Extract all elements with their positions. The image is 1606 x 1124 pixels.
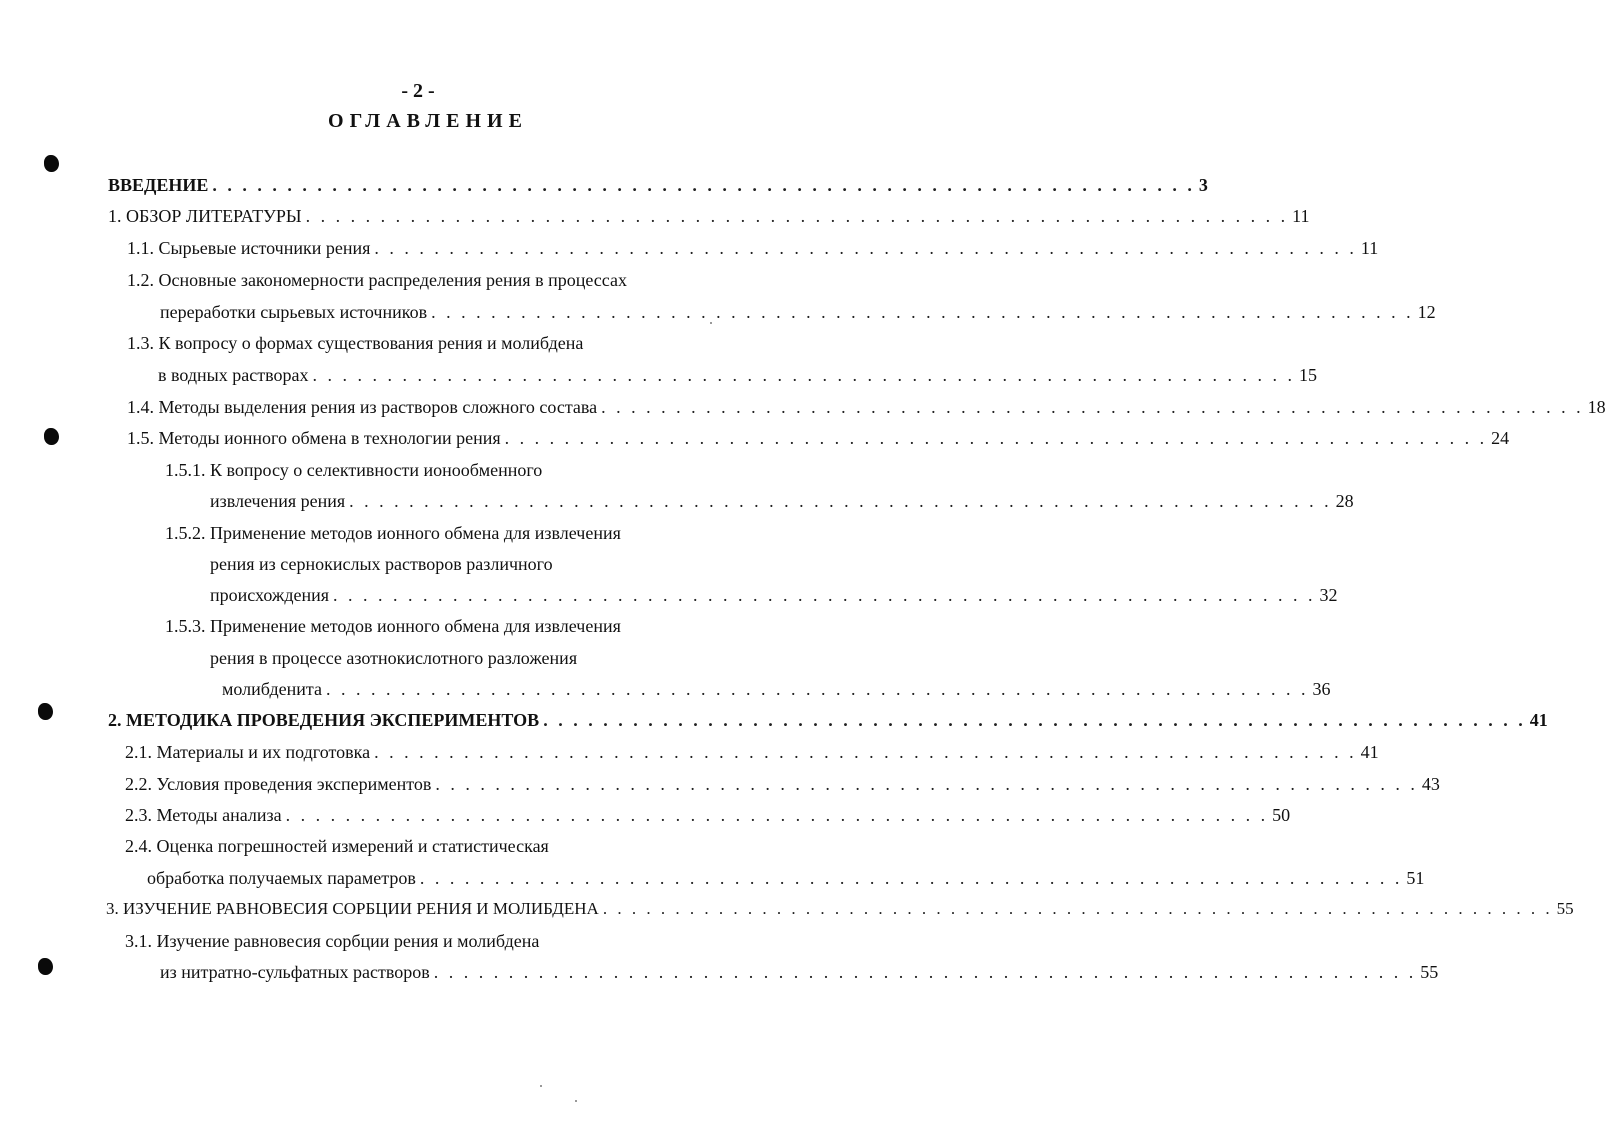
toc-entry-title: переработки сырьевых источников: [160, 302, 428, 322]
toc-entry-title: из нитратно-сульфатных растворов: [160, 962, 430, 982]
toc-entry-1-1[interactable]: [127, 236, 1379, 260]
toc-page-number: 55: [1556, 899, 1574, 918]
toc-page-number: 11: [1360, 238, 1379, 258]
leader-dots: . . . . . . . . . . . . . . . . . . . . . . . . . . . . . . . . . . . . . . . . . . . . . . . . . . . . . . . . . . . . . . . . . .: [349, 491, 1332, 511]
toc-page-number: 55: [1420, 962, 1439, 982]
toc-page-number: 36: [1312, 679, 1331, 699]
toc-entry-title: 1. ОБЗОР ЛИТЕРАТУРЫ: [108, 206, 302, 226]
scan-speck: [575, 1100, 577, 1102]
toc-entry-title: ВВЕДЕНИЕ: [108, 175, 209, 195]
toc-entry-1-5-2-line2: рения из сернокислых растворов различного: [210, 554, 553, 574]
toc-entry-chapter-3[interactable]: [106, 897, 1574, 921]
leader-dots: . . . . . . . . . . . . . . . . . . . . . . . . . . . . . . . . . . . . . . . . . . . . . . . . . . . . . . . . . . . . . . . . . .: [285, 805, 1269, 825]
leader-dots: . . . . . . . . . . . . . . . . . . . . . . . . . . . . . . . . . . . . . . . . . . . . . . . . . . . . . . . . . . . . . . . . . .: [435, 774, 1418, 794]
toc-entry-3-1-line1: 3.1. Изучение равновесия сорбции рения и молибдена: [125, 931, 540, 951]
toc-entry-title: 1.1. Сырьевые источники рения: [127, 238, 371, 258]
toc-page-number: 24: [1491, 428, 1510, 448]
leader-dots: . . . . . . . . . . . . . . . . . . . . . . . . . . . . . . . . . . . . . . . . . . . . . . . . . . . . . . . . . . . . . . . . . .: [419, 868, 1403, 888]
leader-dots: . . . . . . . . . . . . . . . . . . . . . . . . . . . . . . . . . . . . . . . . . . . . . . . . . . . . . . . . . . . . . . . . . .: [504, 428, 1488, 448]
toc-page-number: 12: [1417, 302, 1436, 322]
toc-entry-1-5-3[interactable]: [222, 677, 1331, 701]
toc-entry-title: 2.1. Материалы и их подготовка: [125, 742, 371, 762]
toc-entry-3-1[interactable]: [160, 960, 1439, 984]
toc-entry-title: 3. ИЗУЧЕНИЕ РАВНОВЕСИЯ СОРБЦИИ РЕНИЯ И МОЛИБДЕНА: [106, 899, 599, 918]
toc-entry-1-5-1[interactable]: [210, 489, 1354, 513]
leader-dots: . . . . . . . . . . . . . . . . . . . . . . . . . . . . . . . . . . . . . . . . . . . . . . . . . . . . . . . . . . . . . . . . . .: [374, 238, 1357, 258]
leader-dots: . . . . . . . . . . . . . . . . . . . . . . . . . . . . . . . . . . . . . . . . . . . . . . . . . . . . . . . . . . . . . . . . . .: [431, 302, 1414, 322]
toc-page-number: 50: [1272, 805, 1291, 825]
toc-entry-1-5-3-line2: рения в процессе азотнокислотного разложения: [210, 648, 578, 668]
toc-entry-1-3-line1: 1.3. К вопросу о формах существования рения и молибдена: [127, 333, 584, 353]
leader-dots: . . . . . . . . . . . . . . . . . . . . . . . . . . . . . . . . . . . . . . . . . . . . . . . . . . . . . . . . . . . . . . . . . .: [325, 679, 1309, 699]
binder-hole-mark: [38, 703, 53, 720]
toc-page-number: 3: [1198, 175, 1208, 195]
toc-entry-title: 2. МЕТОДИКА ПРОВЕДЕНИЯ ЭКСПЕРИМЕНТОВ: [108, 710, 540, 730]
toc-entry-title: 1.5. Методы ионного обмена в технологии рения: [127, 428, 501, 448]
toc-entry-title: обработка получаемых параметров: [147, 868, 416, 888]
toc-entry-title: 1.4. Методы выделения рения из растворов сложного состава: [127, 397, 598, 417]
toc-page-number: 15: [1298, 365, 1317, 385]
toc-entry-title: в водных растворах: [158, 365, 309, 385]
binder-hole-mark: [44, 155, 59, 172]
toc-page-number: 18: [1587, 397, 1606, 417]
toc-entry-1-5-2[interactable]: [210, 583, 1338, 607]
leader-dots: . . . . . . . . . . . . . . . . . . . . . . . . . . . . . . . . . . . . . . . . . . . . . . . . . . . . . . . . . . . . . . . . . .: [433, 962, 1417, 982]
toc-entry-1-5-3-line1: 1.5.3. Применение методов ионного обмена для извлечения: [165, 616, 621, 636]
toc-page-number: 32: [1319, 585, 1338, 605]
toc-page-number: 11: [1292, 206, 1310, 226]
toc-entry-title: 2.2. Условия проведения экспериментов: [125, 774, 432, 794]
toc-title: ОГЛАВЛЕНИЕ: [328, 110, 528, 132]
leader-dots: . . . . . . . . . . . . . . . . . . . . . . . . . . . . . . . . . . . . . . . . . . . . . . . . . . . . . . . . . . . . . . . . . .: [312, 365, 1295, 385]
toc-entry-introduction[interactable]: [108, 173, 1208, 197]
toc-page-number: 41: [1529, 710, 1548, 730]
toc-page-number: 41: [1360, 742, 1379, 762]
toc-entry-1-2[interactable]: [160, 300, 1436, 324]
toc-entry-title: молибденита: [222, 679, 322, 699]
leader-dots: . . . . . . . . . . . . . . . . . . . . . . . . . . . . . . . . . . . . . . . . . . . . . . . . . . . . . . . . . . . . . . . . . .: [333, 585, 1316, 605]
toc-entry-title: происхождения: [210, 585, 330, 605]
toc-entry-2-3[interactable]: [125, 803, 1291, 827]
toc-entry-title: извлечения рения: [210, 491, 346, 511]
binder-hole-mark: [44, 428, 59, 445]
leader-dots: . . . . . . . . . . . . . . . . . . . . . . . . . . . . . . . . . . . . . . . . . . . . . . . . . . . . . . . . . . . . . . . . . .: [305, 206, 1289, 226]
toc-entry-chapter-2[interactable]: [108, 708, 1548, 732]
toc-entry-2-2[interactable]: [125, 772, 1440, 796]
toc-page-number: 28: [1335, 491, 1354, 511]
leader-dots: . . . . . . . . . . . . . . . . . . . . . . . . . . . . . . . . . . . . . . . . . . . . . . . . . . . . . . . . . . . . . . . . . .: [543, 710, 1526, 730]
binder-hole-mark: [38, 958, 53, 975]
leader-dots: . . . . . . . . . . . . . . . . . . . . . . . . . . . . . . . . . . . . . . . . . . . . . . . . . . . . . . . . . . . . . . . . . .: [602, 899, 1553, 918]
leader-dots: . . . . . . . . . . . . . . . . . . . . . . . . . . . . . . . . . . . . . . . . . . . . . . . . . . . . . . . . . . . . . . . . . .: [212, 175, 1195, 195]
toc-entry-2-4[interactable]: [147, 866, 1425, 890]
toc-entry-1-5-1-line1: 1.5.1. К вопросу о селективности ионообменного: [165, 460, 543, 480]
toc-entry-1-3[interactable]: [158, 363, 1317, 387]
scan-speck: [540, 1085, 542, 1087]
toc-entry-title: 2.3. Методы анализа: [125, 805, 282, 825]
toc-entry-1-5[interactable]: [127, 426, 1510, 450]
toc-page-number: 51: [1406, 868, 1425, 888]
leader-dots: . . . . . . . . . . . . . . . . . . . . . . . . . . . . . . . . . . . . . . . . . . . . . . . . . . . . . . . . . . . . . . . . . .: [601, 397, 1584, 417]
leader-dots: . . . . . . . . . . . . . . . . . . . . . . . . . . . . . . . . . . . . . . . . . . . . . . . . . . . . . . . . . . . . . . . . . .: [374, 742, 1357, 762]
toc-entry-1-4[interactable]: [127, 395, 1606, 419]
toc-page-number: 43: [1421, 774, 1440, 794]
page-number: - 2 -: [401, 80, 435, 102]
toc-entry-2-4-line1: 2.4. Оценка погрешностей измерений и статистическая: [125, 836, 549, 856]
toc-entry-1-2-line1: 1.2. Основные закономерности распределения рения в процессах: [127, 270, 627, 290]
toc-entry-1-5-2-line1: 1.5.2. Применение методов ионного обмена для извлечения: [165, 523, 621, 543]
toc-entry-chapter-1[interactable]: [108, 204, 1310, 228]
toc-entry-2-1[interactable]: [125, 740, 1379, 764]
